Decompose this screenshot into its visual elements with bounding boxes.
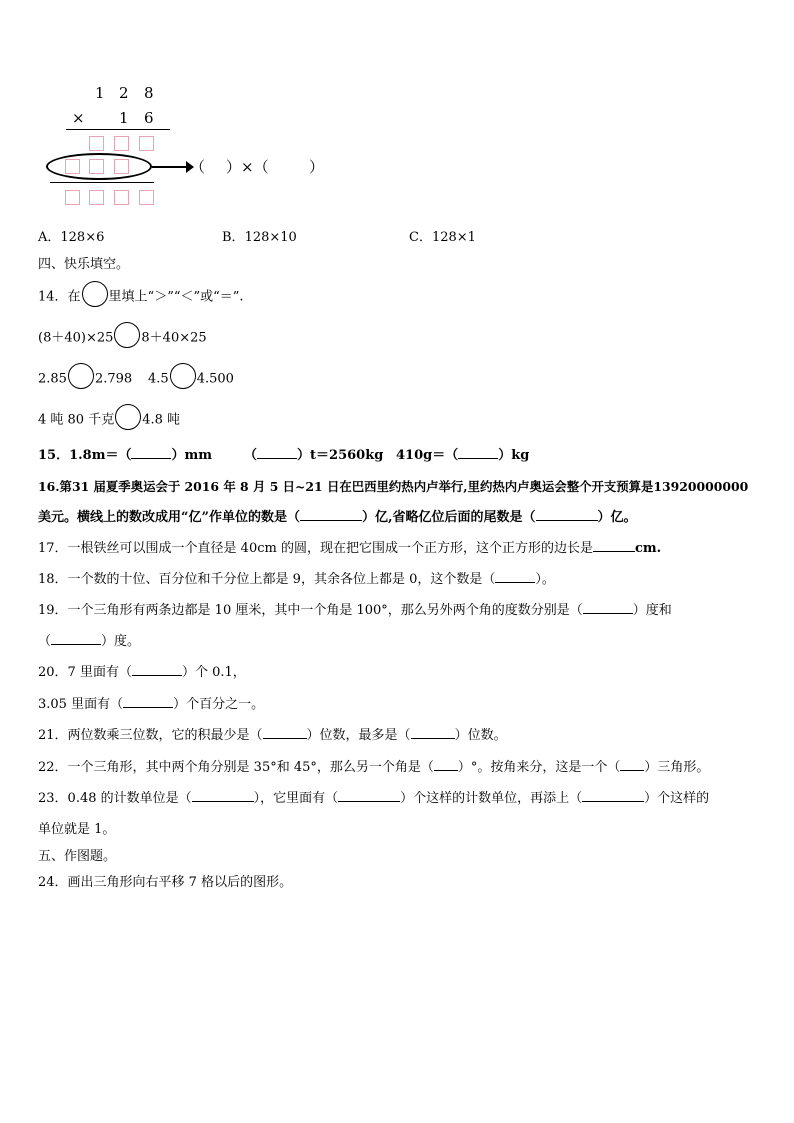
answer-blank[interactable] [257,458,297,459]
digit-box [89,136,104,151]
answer-blank[interactable] [51,644,101,645]
arrow-icon [150,160,194,174]
arrow-paren-left: （ [190,158,206,176]
question-18: 18．一个数的十位、百分位和千分位上都是 9，其余各位上都是 0，这个数是（ ）。 [38,572,555,587]
q14-row-3: 4 吨 80 千克 4.8 吨 [38,410,180,430]
q14-row-2b: 4.5 4.500 [148,369,234,389]
product-line-top [66,129,170,130]
option-a[interactable]: A．128×6 [38,230,105,245]
question-15-part-1: 15．1.8m＝（ ）mm [38,448,212,463]
digit-box [89,190,104,205]
top-digit: 1 [95,84,105,102]
option-c[interactable]: C．128×1 [409,230,476,245]
compare-circle[interactable] [114,322,140,348]
answer-blank[interactable] [536,520,598,521]
bottom-digit: 6 [144,109,154,127]
answer-blank[interactable] [458,458,498,459]
answer-blank[interactable] [411,738,455,739]
question-22: 22．一个三角形，其中两个角分别是 35°和 45°，那么另一个角是（ ）°。按角来分，这是一个（ ）三角形。 [38,760,710,775]
answer-blank[interactable] [620,770,644,771]
digit-box [114,136,129,151]
answer-blank[interactable] [132,675,182,676]
question-23-line-1: 23．0.48 的计数单位是（ ），它里面有（ ）个这样的计数单位，再添上（ ）个这样的 [38,791,710,806]
compare-circle[interactable] [82,281,108,307]
question-23-line-2: 单位就是 1。 [38,822,116,837]
question-19-line-1: 19．一个三角形有两条边都是 10 厘米，其中一个角是 100°，那么另外两个角的度数分别是（ ）度和 [38,603,672,618]
answer-blank[interactable] [338,801,400,802]
answer-blank[interactable] [583,613,633,614]
question-24: 24．画出三角形向右平移 7 格以后的图形。 [38,875,293,890]
digit-box [65,190,80,205]
answer-blank[interactable] [434,770,458,771]
digit-box [139,190,154,205]
answer-blank[interactable] [593,551,635,552]
question-15-part-3: 410g＝（ ）kg [396,448,530,463]
answer-blank[interactable] [300,520,362,521]
question-14: 14．在 里填上“＞”“＜”或“＝”. [38,287,244,307]
times-sign: × [72,109,85,127]
section-5-title: 五、作图题。 [38,849,117,864]
answer-blank[interactable] [192,801,254,802]
q14-row-1: (8＋40)×25 8＋40×25 [38,328,207,348]
top-digit: 2 [119,84,129,102]
digit-box [114,190,129,205]
answer-blank[interactable] [131,458,171,459]
answer-blank[interactable] [263,738,307,739]
question-16-line-2: 美元。横线上的数改成用“亿”作单位的数是（ ）亿,省略亿位后面的尾数是（ ）亿。 [38,510,637,525]
highlight-oval [46,153,152,180]
section-4-title: 四、快乐填空。 [38,257,130,272]
question-21: 21．两位数乘三位数，它的积最少是（ ）位数，最多是（ ）位数。 [38,728,507,743]
compare-circle[interactable] [170,363,196,389]
product-line-bottom [50,182,154,183]
question-20-line-1: 20．7 里面有（ ）个 0.1， [38,665,246,680]
answer-blank[interactable] [123,707,173,708]
question-20-line-2: 3.05 里面有（ ）个百分之一。 [38,697,265,712]
answer-blank[interactable] [495,582,535,583]
arrow-paren-mid: ）×（ [226,158,269,176]
compare-circle[interactable] [68,363,94,389]
question-17: 17．一根铁丝可以围成一个直径是 40cm 的圆，现在把它围成一个正方形，这个正方形的边长是 cm. [38,541,662,556]
option-b[interactable]: B．128×10 [222,230,297,245]
answer-blank[interactable] [582,801,644,802]
arrow-paren-right: ） [309,158,325,176]
q14-row-2a: 2.85 2.798 [38,369,132,389]
question-19-line-2: （ ）度。 [38,634,141,649]
question-15-part-2: （ ）t＝2560kg [244,448,384,463]
digit-box [139,136,154,151]
top-digit: 8 [144,84,154,102]
question-16-line-1: 16.第31 届夏季奥运会于 2016 年 8 月 5 日~21 日在巴西里约热内卢举行,里约热内卢奥运会整个开支预算是13920000000 [38,479,749,494]
compare-circle[interactable] [115,404,141,430]
bottom-digit: 1 [119,109,129,127]
